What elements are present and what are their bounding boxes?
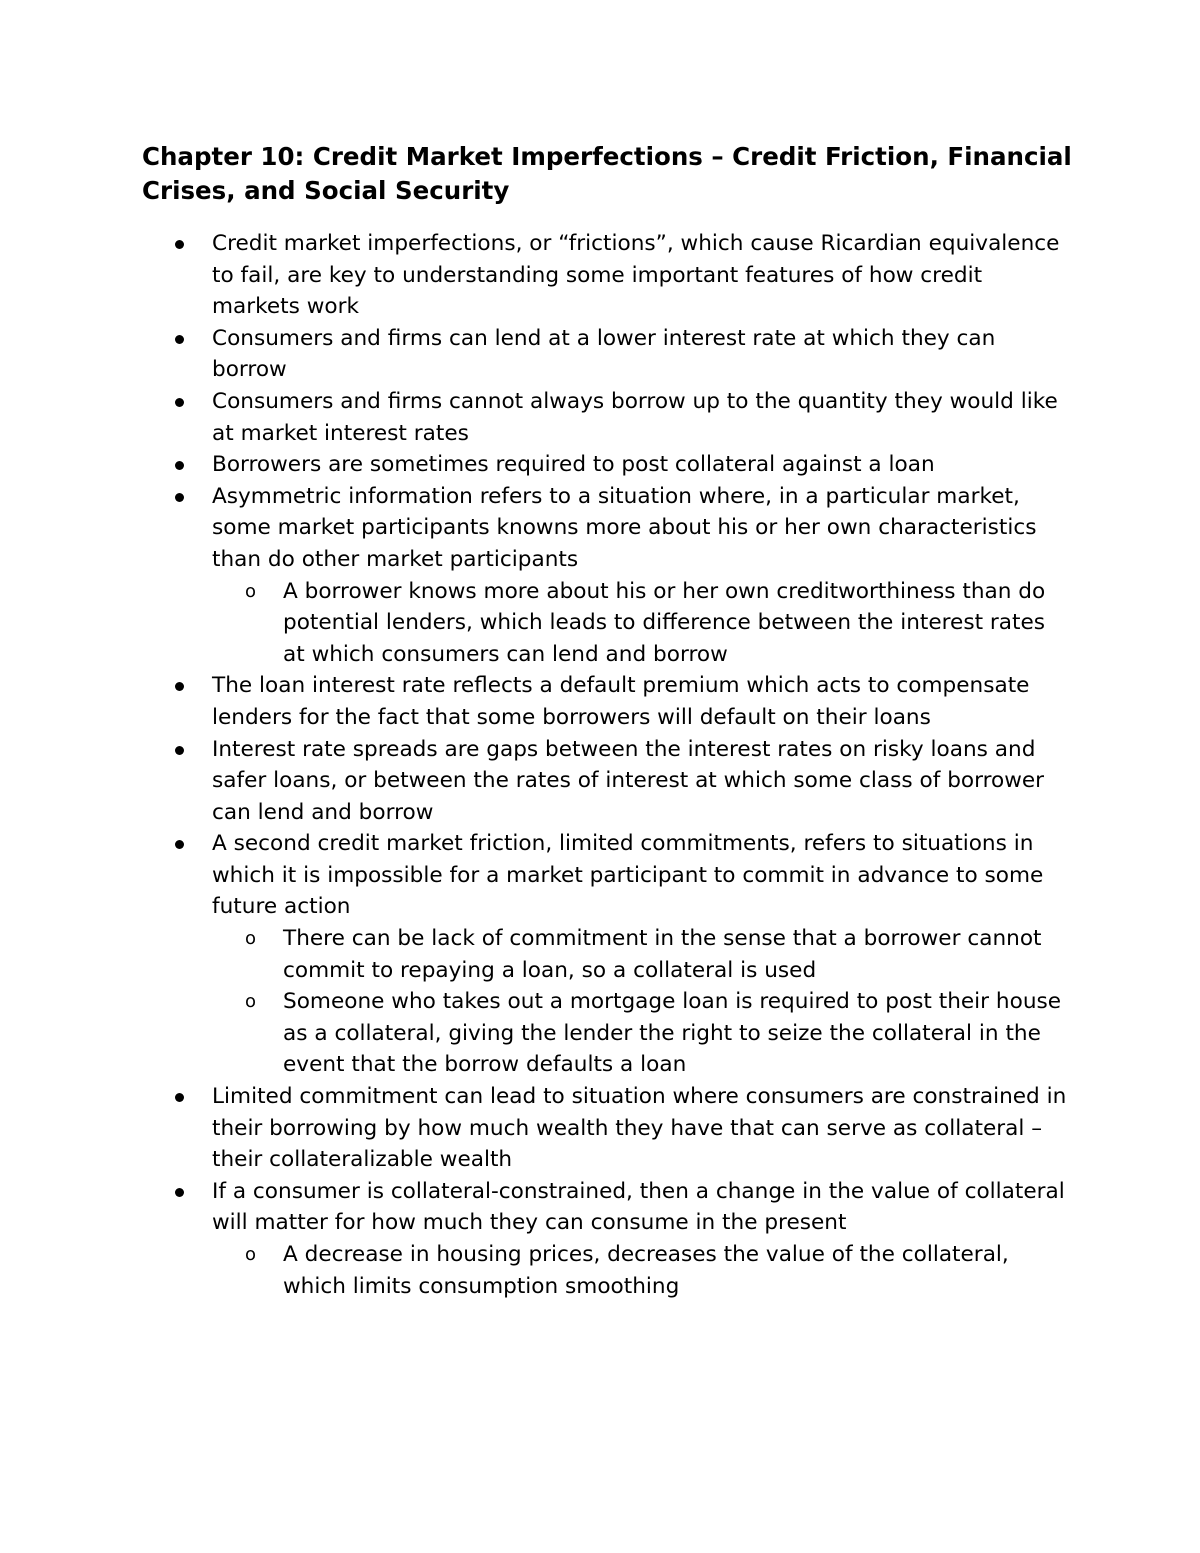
bullet-icon bbox=[175, 240, 184, 249]
list-item bbox=[0, 481, 1070, 576]
list-item bbox=[0, 828, 1070, 923]
bullet-icon bbox=[175, 398, 184, 407]
list-item-text: There can be lack of commitment in the sense that a borrower cannot commit to repaying a loan, so a collateral is used bbox=[283, 926, 1042, 983]
bullet-icon bbox=[175, 493, 184, 502]
bullet-icon bbox=[175, 1093, 184, 1102]
sub-bullet-icon: o bbox=[245, 1244, 257, 1265]
bullet-icon bbox=[175, 335, 184, 344]
list-item-text: Limited commitment can lead to situation where consumers are constrained in their borrowing by how much wealth they have that can serve as collateral – their collateralizable wealth bbox=[212, 1084, 1067, 1173]
bullet-icon bbox=[175, 840, 184, 849]
list-item bbox=[0, 670, 1070, 733]
sub-bullet-icon: o bbox=[245, 991, 257, 1013]
list-item-text: Someone who takes out a mortgage loan is required to post their house as a collateral, giving the lender the right to seize the collateral in the event that the borrow defaults a loan bbox=[283, 989, 1062, 1078]
list-item-text: A borrower knows more about his or her own creditworthiness than do potential lenders, which leads to difference between the interest rates at which consumers can lend and borrow bbox=[283, 578, 1046, 667]
sub-list-item bbox=[0, 986, 1070, 1081]
list-item bbox=[0, 386, 1070, 449]
list-item-text: Consumers and firms can lend at a lower interest rate at which they can borrow bbox=[212, 325, 996, 383]
page-title: Chapter 10: Credit Market Imperfections – Credit Friction, Financial Crises, and Social Security bbox=[142, 142, 1072, 205]
bullet-icon bbox=[175, 1188, 184, 1197]
list-item bbox=[0, 228, 1070, 323]
list-item bbox=[0, 449, 1070, 481]
list-item-text: A second credit market friction, limited commitments, refers to situations in which it is impossible for a market participant to commit in advance to some future action bbox=[212, 831, 1044, 920]
bullet-icon bbox=[175, 461, 184, 470]
bullet-list bbox=[0, 228, 1200, 1302]
list-item bbox=[0, 323, 1070, 386]
list-item-text: Borrowers are sometimes required to post collateral against a loan bbox=[212, 452, 935, 478]
sub-list-item bbox=[0, 576, 1070, 671]
bullet-icon bbox=[175, 746, 184, 755]
list-item-text: Credit market imperfections, or “frictions”, which cause Ricardian equivalence to fail, are key to understanding some important features of how credit markets work bbox=[212, 231, 1060, 320]
list-item-text: Asymmetric information refers to a situation where, in a particular market, some market participants knowns more about his or her own characteristics than do other market participants bbox=[212, 483, 1037, 572]
sub-list-item bbox=[0, 1239, 1070, 1302]
list-item bbox=[0, 1176, 1070, 1239]
list-item bbox=[0, 734, 1070, 829]
sub-list-item bbox=[0, 923, 1070, 986]
list-item-text: Consumers and firms cannot always borrow up to the quantity they would like at market interest rates bbox=[212, 388, 1058, 446]
list-item-text: Interest rate spreads are gaps between the interest rates on risky loans and safer loans, or between the rates of interest at which some class of borrower can lend and borrow bbox=[212, 736, 1045, 825]
sub-bullet-icon: o bbox=[245, 580, 257, 602]
list-item-text: If a consumer is collateral-constrained, then a change in the value of collateral will matter for how much they can consume in the present bbox=[212, 1178, 1065, 1236]
list-item-text: The loan interest rate reflects a default premium which acts to compensate lenders for the fact that some borrowers will default on their loans bbox=[212, 673, 1030, 730]
sub-bullet-icon: o bbox=[245, 928, 257, 950]
bullet-icon bbox=[175, 682, 184, 691]
list-item-text: A decrease in housing prices, decreases the value of the collateral, which limits consumption smoothing bbox=[283, 1242, 1009, 1299]
list-item bbox=[0, 1081, 1070, 1176]
